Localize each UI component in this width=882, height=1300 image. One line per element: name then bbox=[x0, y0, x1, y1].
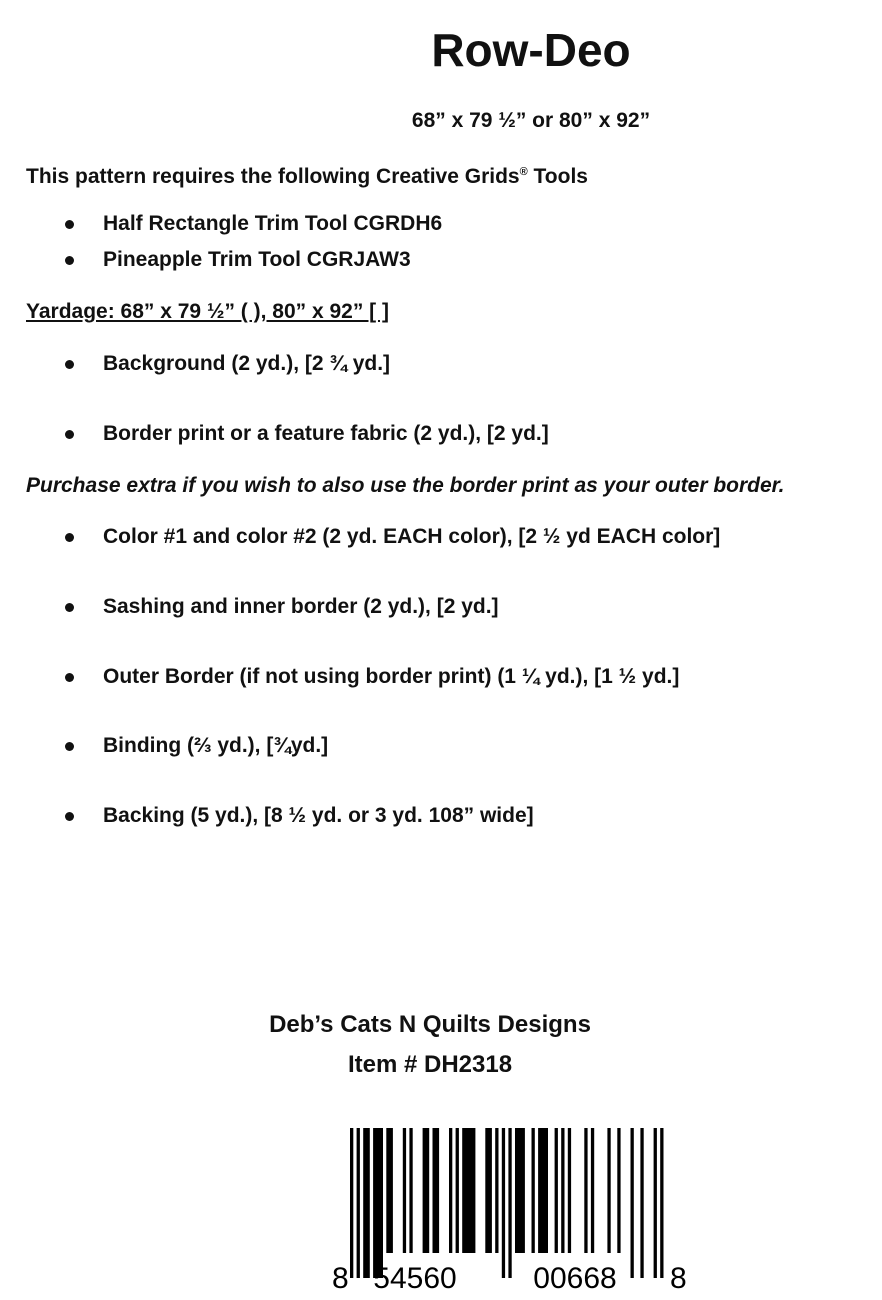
yardage-heading: Yardage: 68” x 79 ½” ( ), 80” x 92” [ ] bbox=[26, 300, 389, 323]
yardage-text: Background (2 yd.), [2 ¾ yd.] bbox=[103, 352, 391, 375]
bullet-icon bbox=[65, 533, 74, 542]
yardage-list-item bbox=[65, 351, 390, 377]
tool-list-item bbox=[65, 247, 411, 273]
barcode-bar bbox=[386, 1128, 393, 1253]
barcode-guard-bar bbox=[363, 1128, 370, 1278]
bullet-icon bbox=[65, 430, 74, 439]
yardage-list-item bbox=[65, 524, 720, 550]
barcode-digit-last: 8 bbox=[670, 1262, 687, 1295]
yardage-text: Color #1 and color #2 (2 yd. EACH color), [2 ½ yd EACH color] bbox=[103, 525, 721, 548]
barcode-guard-bar bbox=[502, 1128, 505, 1278]
upc-barcode bbox=[330, 1128, 700, 1300]
quilt-sizes: 68” x 79 ½” or 80” x 92” bbox=[411, 109, 651, 132]
barcode-digit-first: 8 bbox=[332, 1262, 349, 1295]
yardage-text: Backing (5 yd.), [8 ½ yd. or 3 yd. 108” wide] bbox=[103, 804, 534, 827]
barcode-bar bbox=[423, 1128, 430, 1253]
barcode-bar bbox=[403, 1128, 406, 1253]
bullet-icon bbox=[65, 603, 74, 612]
yardage-text: Border print or a feature fabric (2 yd.), [2 yd.] bbox=[103, 422, 549, 445]
company-name: Deb’s Cats N Quilts Designs bbox=[269, 1011, 591, 1038]
barcode-bar bbox=[607, 1128, 610, 1253]
barcode-guard-bar bbox=[640, 1128, 643, 1278]
trademark-symbol: ® bbox=[519, 166, 528, 178]
barcode-guard-bar bbox=[350, 1128, 353, 1278]
bullet-icon bbox=[65, 812, 74, 821]
barcode-bar bbox=[591, 1128, 594, 1253]
yardage-list-item bbox=[65, 733, 328, 759]
yardage-text: Binding (⅔ yd.), [¾yd.] bbox=[103, 734, 329, 757]
bullet-icon bbox=[65, 673, 74, 682]
barcode-guard-bar bbox=[373, 1128, 383, 1278]
yardage-list-item bbox=[65, 664, 679, 690]
barcode-bar bbox=[617, 1128, 620, 1253]
bullet-icon bbox=[65, 256, 74, 265]
barcode-guard-bar bbox=[508, 1128, 511, 1278]
tool-list-item bbox=[65, 211, 442, 237]
barcode-bar bbox=[515, 1128, 525, 1253]
barcode-guard-bar bbox=[631, 1128, 634, 1278]
barcode-bar bbox=[555, 1128, 558, 1253]
barcode-bar bbox=[561, 1128, 564, 1253]
barcode-bar bbox=[538, 1128, 548, 1253]
tools-intro bbox=[26, 159, 588, 190]
bullet-icon bbox=[65, 360, 74, 369]
barcode-guard-bar bbox=[357, 1128, 360, 1278]
yardage-list-item bbox=[65, 421, 549, 447]
barcode-bar bbox=[495, 1128, 498, 1253]
bullet-icon bbox=[65, 220, 74, 229]
tool-name: Pineapple Trim Tool CGRJAW3 bbox=[103, 248, 411, 271]
barcode-bar bbox=[568, 1128, 571, 1253]
tool-name: Half Rectangle Trim Tool CGRDH6 bbox=[103, 212, 443, 235]
barcode-bar bbox=[584, 1128, 587, 1253]
barcode-bars bbox=[350, 1128, 664, 1278]
barcode-guard-bar bbox=[654, 1128, 657, 1278]
barcode-digits-right: 00668 bbox=[533, 1262, 617, 1295]
item-number: Item # DH2318 bbox=[347, 1051, 513, 1078]
barcode-guard-bar bbox=[660, 1128, 663, 1278]
tools-intro-suffix: Tools bbox=[527, 165, 588, 188]
border-print-note: Purchase extra if you wish to also use the border print as your outer border. bbox=[26, 474, 785, 497]
page-title: Row-Deo bbox=[431, 24, 631, 76]
barcode-bar bbox=[485, 1128, 492, 1253]
yardage-text: Sashing and inner border (2 yd.), [2 yd.] bbox=[103, 595, 499, 618]
bullet-icon bbox=[65, 742, 74, 751]
yardage-list-item bbox=[65, 594, 499, 620]
yardage-text: Outer Border (if not using border print) (1 ¼ yd.), [1 ½ yd.] bbox=[103, 665, 680, 688]
barcode-bar bbox=[462, 1128, 475, 1253]
barcode-bar bbox=[433, 1128, 440, 1253]
yardage-list-item bbox=[65, 803, 534, 829]
barcode-bar bbox=[532, 1128, 535, 1253]
barcode-digits-left: 54560 bbox=[373, 1262, 457, 1295]
tools-intro-text: This pattern requires the following Creative Grids bbox=[26, 165, 520, 188]
barcode-bar bbox=[456, 1128, 459, 1253]
barcode-bar bbox=[449, 1128, 452, 1253]
barcode-bar bbox=[409, 1128, 412, 1253]
